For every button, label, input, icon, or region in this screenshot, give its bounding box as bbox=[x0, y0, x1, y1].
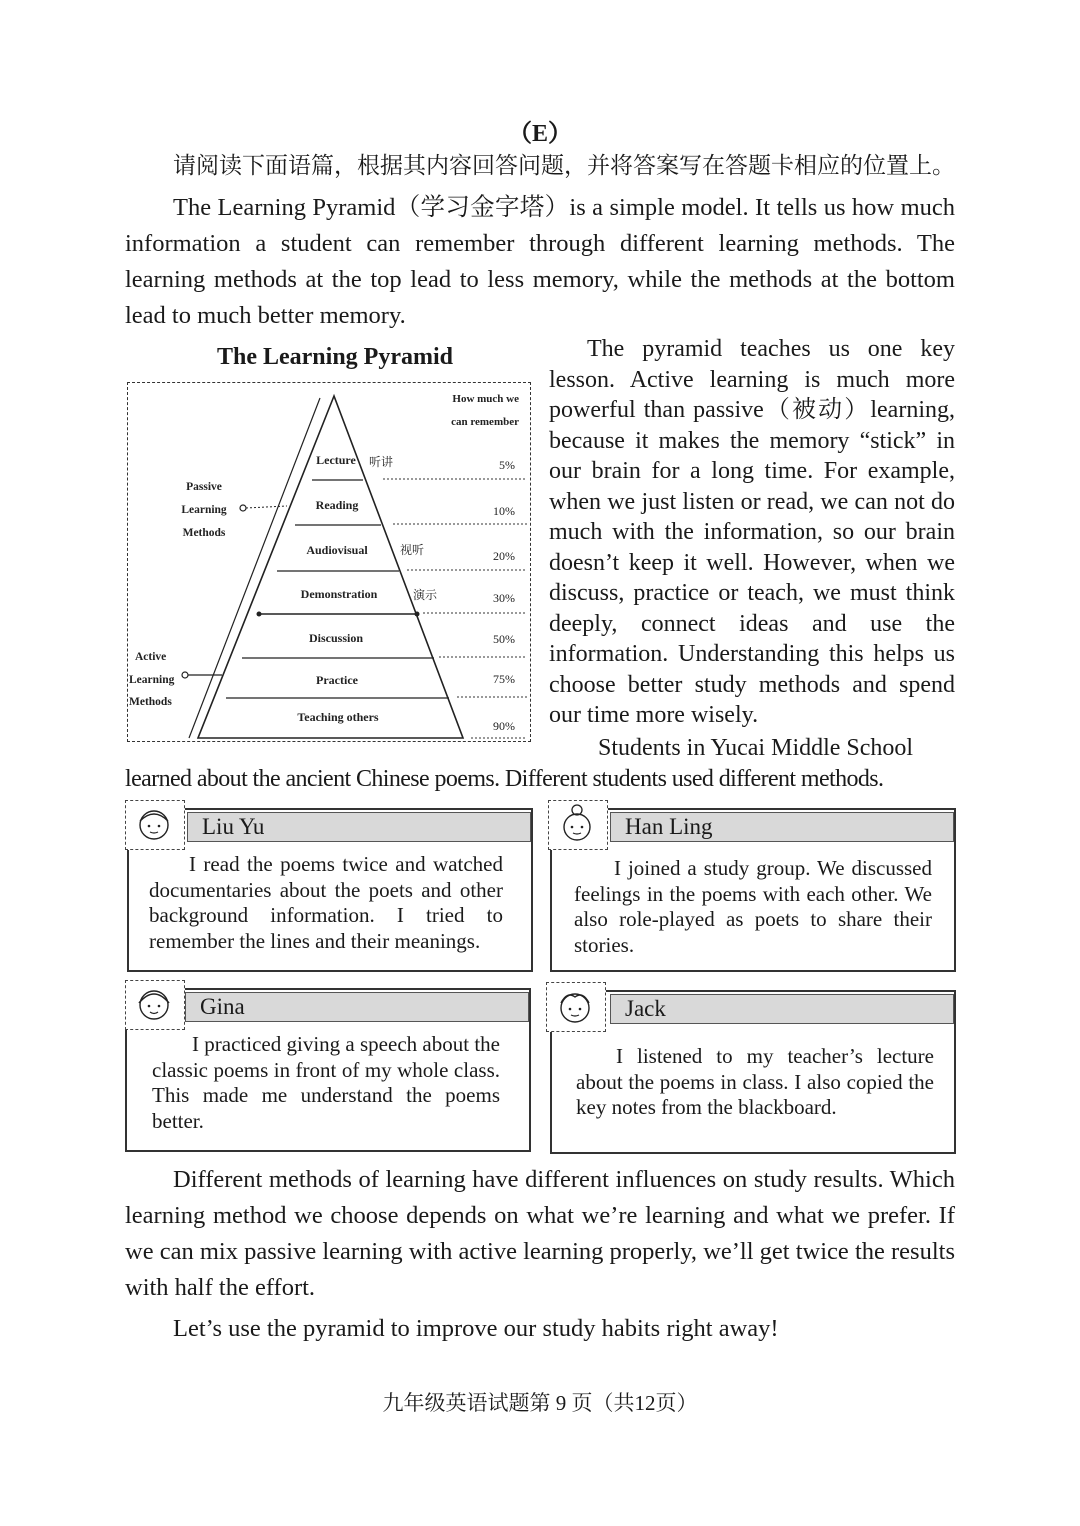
avatar-jack bbox=[546, 982, 606, 1032]
avatar-liu-yu bbox=[125, 800, 185, 850]
active-label: Learning bbox=[129, 674, 175, 686]
remember-header: How much we bbox=[452, 393, 519, 405]
level-percent: 10% bbox=[493, 504, 515, 518]
level-percent: 50% bbox=[493, 632, 515, 646]
intro-paragraph: The Learning Pyramid（学习金字塔）is a simple model. It tells us how much information a student can remember through different learning methods. The learning methods at the top lead to less memory, while the methods at the bottom lead to much better memory. bbox=[125, 194, 955, 329]
pyramid-title: The Learning Pyramid bbox=[216, 344, 453, 370]
level-name: Audiovisual bbox=[306, 543, 368, 557]
student-card-gina bbox=[125, 988, 531, 1152]
student-text: I practiced giving a speech about the classic poems in front of my whole class. This made me understand the poems better. bbox=[152, 1032, 500, 1133]
pyramid-shadow-edge bbox=[189, 398, 320, 738]
students-intro-line2: learned about the ancient Chinese poems. Different students used different methods. bbox=[125, 766, 884, 792]
remember-header: can remember bbox=[451, 416, 519, 428]
passive-label: Learning bbox=[181, 504, 227, 516]
active-label: Active bbox=[135, 651, 167, 663]
passive-label: Passive bbox=[186, 481, 222, 493]
student-card-han-ling bbox=[550, 808, 956, 972]
active-label: Methods bbox=[129, 696, 172, 708]
students-intro-line1: Students in Yucai Middle School bbox=[598, 735, 914, 761]
student-name: Gina bbox=[185, 992, 529, 1022]
learning-pyramid-diagram bbox=[127, 382, 531, 742]
level-name: Discussion bbox=[308, 631, 364, 645]
student-card-liu-yu bbox=[127, 808, 533, 972]
final-line: Let’s use the pyramid to improve our study habits right away! bbox=[173, 1315, 779, 1342]
student-text: I joined a study group. We discussed feelings in the poems with each other. We also role-played as poets to share their stories. bbox=[574, 856, 932, 957]
level-name: Lecture bbox=[316, 453, 356, 467]
instruction-text: 请阅读下面语篇，根据其内容回答问题，并将答案写在答题卡相应的位置上。 bbox=[173, 153, 955, 178]
student-name: Jack bbox=[610, 994, 954, 1024]
level-name: Reading bbox=[315, 498, 359, 512]
avatar-gina bbox=[125, 980, 185, 1030]
student-text: I read the poems twice and watched documentaries about the poets and other background information. I tried to remember the lines and their meanings. bbox=[149, 852, 503, 953]
level-note: 演示 bbox=[413, 588, 438, 602]
level-percent: 90% bbox=[493, 719, 515, 733]
level-note: 听讲 bbox=[369, 455, 394, 469]
level-percent: 20% bbox=[493, 549, 515, 563]
passive-label: Methods bbox=[182, 527, 226, 539]
level-name: Practice bbox=[316, 673, 358, 687]
level-percent: 75% bbox=[493, 672, 515, 686]
student-name: Han Ling bbox=[610, 812, 954, 842]
right-column-paragraph: The pyramid teaches us one key lesson. Active learning is much more powerful than passive（被动）learning, because it makes the memory “stick” in our brain for a long time. For example, when we just listen or read, we can not do much with the information, so our brain doesn’t keep it well. However, when we discuss, practice or teach, we must think deeply, connect ideas and use the information. Understanding this helps us choose better study methods and spend our time more wisely. bbox=[549, 336, 955, 728]
conclusion-paragraph: Different methods of learning have different influences on study results. Which learning method we choose depends on what we’re learning and what we prefer. If we can mix passive learning with active learning properly, we’ll get twice the results with half the effort. bbox=[125, 1166, 955, 1301]
level-note: 视听 bbox=[400, 543, 425, 557]
level-percent: 30% bbox=[493, 591, 515, 605]
section-label: （E） bbox=[507, 121, 572, 147]
level-percent: 5% bbox=[499, 458, 515, 472]
page-footer: 九年级英语试题第 9 页（共12页） bbox=[382, 1391, 698, 1415]
student-text: I listened to my teacher’s lecture about the poems in class. I also copied the key notes from the blackboard. bbox=[576, 1044, 934, 1119]
level-name: Teaching others bbox=[297, 710, 379, 724]
student-card-jack bbox=[550, 990, 956, 1154]
student-name: Liu Yu bbox=[187, 812, 531, 842]
avatar-han-ling bbox=[548, 800, 608, 850]
level-name: Demonstration bbox=[300, 587, 378, 601]
